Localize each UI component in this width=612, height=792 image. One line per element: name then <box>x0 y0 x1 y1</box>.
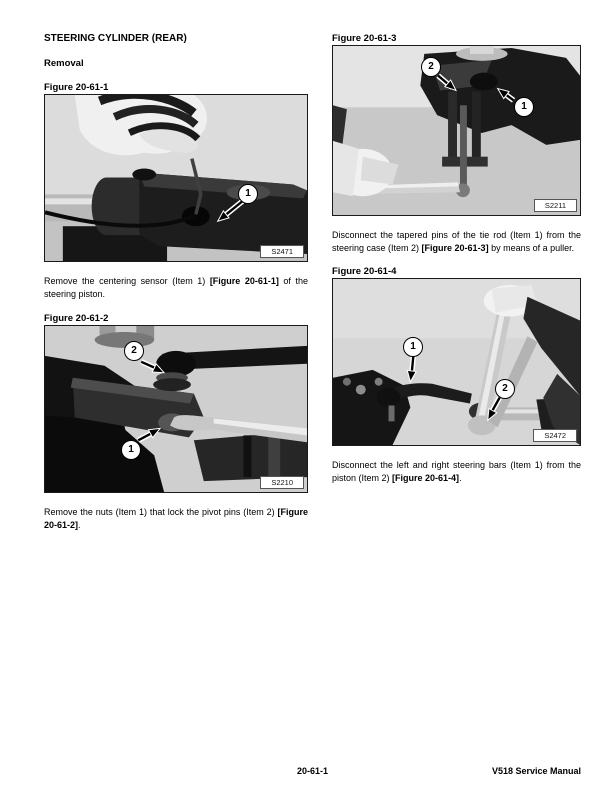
figure-heading-1: Figure 20-61-1 <box>44 82 109 93</box>
photo-illustration-steering-bars <box>333 279 580 445</box>
paragraph-text: . <box>459 473 462 483</box>
photo-id-label: S2472 <box>533 429 577 443</box>
photo-id-label: S2210 <box>260 476 304 490</box>
figure-photo-4 <box>332 278 581 446</box>
section-title: STEERING CYLINDER (REAR) <box>44 33 187 44</box>
figure-heading-2: Figure 20-61-2 <box>44 313 109 324</box>
photo-illustration-tie-rod-puller <box>333 46 580 215</box>
right-column <box>332 0 581 485</box>
body-paragraph-3 <box>332 229 581 255</box>
callout-marker: 2 <box>495 379 515 399</box>
figure-photo-2 <box>44 325 308 493</box>
figure-reference: [Figure 20-61-1] <box>209 276 279 286</box>
callout-marker: 1 <box>403 337 423 357</box>
callout-marker: 1 <box>514 97 534 117</box>
body-paragraph-2 <box>44 506 308 532</box>
paragraph-text: Remove the centering sensor (Item 1) <box>44 276 210 286</box>
figure-reference: [Figure 20-61-4] <box>392 473 460 483</box>
paragraph-text: Disconnect the left and right steering bars (Item 1) from the piston (Item 2) <box>332 460 581 483</box>
paragraph-text: Disconnect the tapered pins of the tie rod (Item 1) from the steering case (Item 2) <box>332 230 581 253</box>
footer-page-number: 20-61-1 <box>296 766 329 776</box>
figure-reference: [Figure 20-61-2] <box>44 507 308 530</box>
figure-heading-4: Figure 20-61-4 <box>332 266 397 277</box>
body-paragraph-1 <box>44 275 308 301</box>
photo-illustration-steering-cylinder <box>45 95 307 261</box>
callout-marker: 2 <box>124 341 144 361</box>
paragraph-text: of the steering piston. <box>44 276 308 299</box>
page-footer <box>44 766 581 780</box>
photo-id-label: S2211 <box>534 199 577 213</box>
left-column <box>44 0 308 532</box>
photo-illustration-pivot-pin-nut <box>45 326 307 492</box>
footer-manual-title: V518 Service Manual <box>491 766 581 776</box>
subsection-title: Removal <box>44 58 84 69</box>
paragraph-text: Remove the nuts (Item 1) that lock the pivot pins (Item 2) <box>44 507 278 517</box>
body-paragraph-4 <box>332 459 581 485</box>
callout-marker: 2 <box>421 57 441 77</box>
paragraph-text: by means of a puller. <box>488 243 575 253</box>
callout-marker: 1 <box>121 440 141 460</box>
callout-marker: 1 <box>238 184 258 204</box>
figure-heading-3: Figure 20-61-3 <box>332 33 397 44</box>
paragraph-text: . <box>78 520 81 530</box>
photo-id-label: S2471 <box>260 245 304 259</box>
figure-photo-3 <box>332 45 581 216</box>
figure-photo-1 <box>44 94 308 262</box>
figure-reference: [Figure 20-61-3] <box>421 243 489 253</box>
